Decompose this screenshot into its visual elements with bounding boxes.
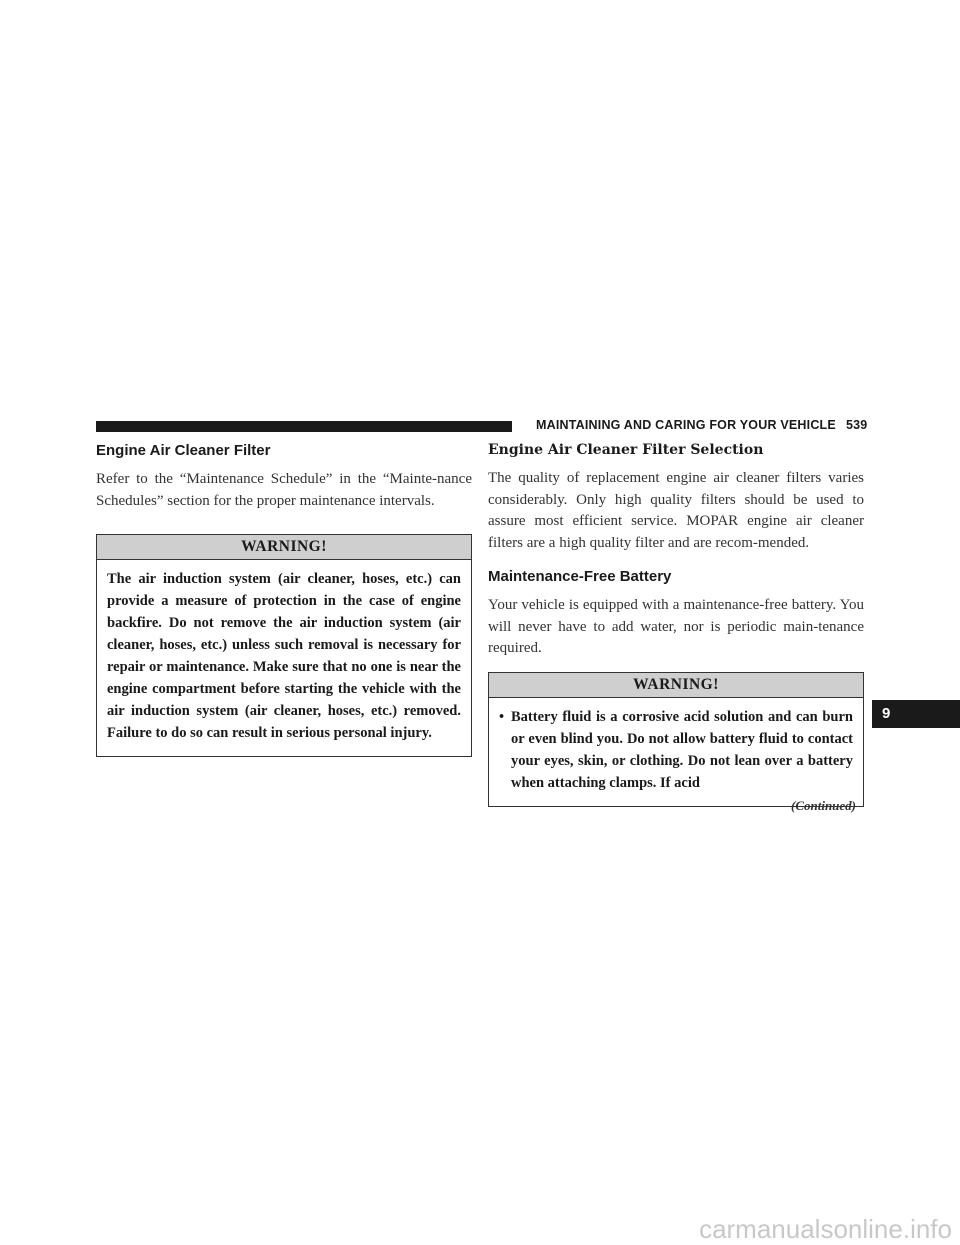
chapter-tab: 9 xyxy=(872,700,960,728)
filter-selection-paragraph: The quality of replacement engine air cleaner filters varies considerably. Only high quality filters should be used to assure most efficient service. MOPAR engine air cleaner filters are a high quality filter and are recom-mended. xyxy=(488,470,864,551)
warning-title: WARNING! xyxy=(97,535,471,559)
right-column xyxy=(488,442,864,807)
battery-paragraph: Your vehicle is equipped with a maintenance-free battery. You will never have to add water, nor is periodic main-tenance required. xyxy=(488,597,864,656)
bullet-text: Battery fluid is a corrosive acid solution and can burn or even blind you. Do not allow battery fluid to contact your eyes, skin, or clothing. Do not lean over a battery when attaching clamps. If acid xyxy=(511,708,853,791)
section-heading-battery: Maintenance-Free Battery xyxy=(488,568,672,585)
page-number: 539 xyxy=(845,418,868,432)
warning-box-air-induction xyxy=(96,534,472,757)
warning-box-battery xyxy=(488,672,864,807)
left-column xyxy=(96,442,472,757)
section-heading-filter-selection: Engine Air Cleaner Filter Selection xyxy=(488,442,764,458)
warning-bullet xyxy=(499,706,853,794)
warning-text: The air induction system (air cleaner, hoses, etc.) can provide a measure of protection in the case of engine backfire. Do not remove the air induction system (air cleaner, hoses, etc.) unless such removal is necessary for repair or maintenance. Make sure that no one is near the engine compartment before starting the vehicle with the air induction system (air cleaner, hoses, etc.) removed. Failure to do so can result in serious personal injury. xyxy=(97,559,471,756)
watermark: carmanualsonline.info xyxy=(699,1214,952,1244)
running-header xyxy=(536,418,867,432)
bullet-icon: • xyxy=(499,708,505,725)
section-heading-air-cleaner: Engine Air Cleaner Filter xyxy=(96,442,271,459)
warning-title: WARNING! xyxy=(489,673,863,697)
continued-note: (Continued) xyxy=(790,798,856,813)
warning-text xyxy=(489,697,863,806)
air-cleaner-paragraph: Refer to the “Maintenance Schedule” in the “Mainte-nance Schedules” section for the proper maintenance intervals. xyxy=(96,471,472,509)
header-title: MAINTAINING AND CARING FOR YOUR VEHICLE xyxy=(536,418,836,432)
header-rule xyxy=(96,421,512,432)
